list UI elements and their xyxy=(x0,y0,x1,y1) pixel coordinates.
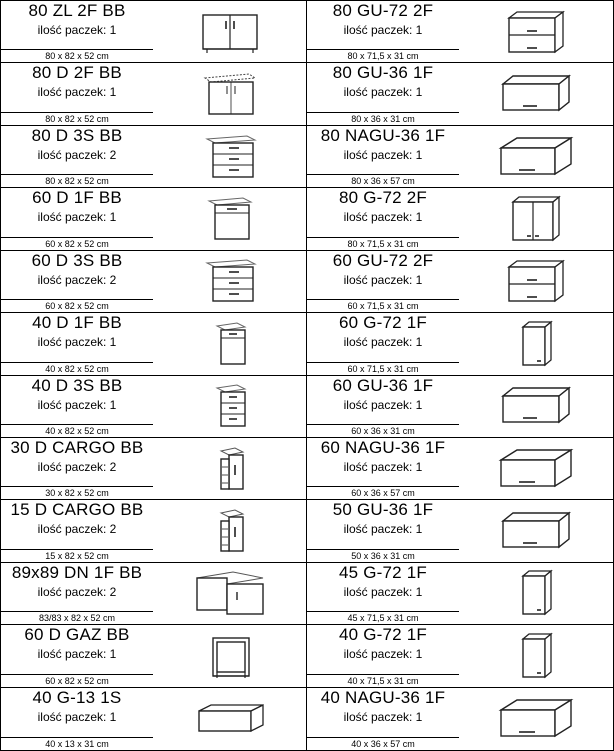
wall-cabinet-two-flaps-icon xyxy=(459,251,613,312)
package-value: 1 xyxy=(109,85,117,100)
package-value: 2 xyxy=(109,459,117,474)
product-dimensions: 50 x 36 x 31 cm xyxy=(307,549,459,562)
package-value: 1 xyxy=(415,85,423,100)
double-door-sink-cabinet-icon xyxy=(153,1,306,62)
product-dimensions: 40 x 82 x 52 cm xyxy=(1,424,153,437)
product-code: 40 D 3S BB xyxy=(31,375,123,395)
package-value: 1 xyxy=(109,709,117,724)
package-label: ilość paczek: xyxy=(37,272,107,287)
product-info xyxy=(1,251,153,299)
package-value: 1 xyxy=(415,147,423,162)
product-cell xyxy=(1,688,307,750)
product-cell xyxy=(307,500,613,562)
package-value: 2 xyxy=(109,522,117,537)
package-count xyxy=(307,585,459,600)
product-dimensions: 60 x 82 x 52 cm xyxy=(1,299,153,312)
package-value: 1 xyxy=(415,522,423,537)
package-value: 1 xyxy=(415,335,423,350)
product-cell xyxy=(307,563,613,625)
product-cell xyxy=(1,251,307,313)
wall-cabinet-two-doors-icon xyxy=(459,188,613,249)
package-label: ilość paczek: xyxy=(37,147,107,162)
package-count xyxy=(1,335,153,350)
product-info xyxy=(307,188,459,236)
product-dimensions: 80 x 36 x 57 cm xyxy=(307,174,459,187)
product-dimensions: 80 x 82 x 52 cm xyxy=(1,112,153,125)
shallow-wall-shelf-icon xyxy=(153,688,306,750)
package-value: 1 xyxy=(109,647,117,662)
wall-cabinet-two-flaps-icon xyxy=(459,1,613,62)
product-dimensions: 83/83 x 82 x 52 cm xyxy=(1,611,153,624)
drawer-cabinet-icon xyxy=(153,251,306,312)
product-info xyxy=(307,500,459,548)
package-value: 1 xyxy=(415,272,423,287)
package-value: 1 xyxy=(109,23,117,37)
package-label: ilość paczek: xyxy=(343,397,413,412)
product-cell xyxy=(1,126,307,188)
product-cell xyxy=(1,438,307,500)
package-value: 1 xyxy=(415,647,423,662)
package-count xyxy=(307,710,459,725)
wall-cabinet-flap-icon xyxy=(459,500,613,561)
product-code: 40 NAGU-36 1F xyxy=(320,687,446,707)
product-cell xyxy=(1,188,307,250)
product-cell xyxy=(307,438,613,500)
package-count xyxy=(1,148,153,163)
product-cell xyxy=(307,63,613,125)
product-code: 60 D 3S BB xyxy=(31,250,123,270)
product-info xyxy=(307,126,459,174)
product-cell xyxy=(1,563,307,625)
product-info xyxy=(307,313,459,361)
product-cell xyxy=(307,1,613,63)
product-code: 80 NAGU-36 1F xyxy=(320,125,446,145)
package-label: ilość paczek: xyxy=(37,709,107,724)
package-count xyxy=(307,522,459,537)
package-count xyxy=(307,335,459,350)
product-code: 45 G-72 1F xyxy=(339,562,427,582)
wall-cabinet-flap-icon xyxy=(459,376,613,437)
package-value: 2 xyxy=(109,584,117,599)
cargo-cabinet-icon xyxy=(153,438,306,499)
package-label: ilość paczek: xyxy=(343,522,413,537)
product-cell xyxy=(1,376,307,438)
package-label: ilość paczek: xyxy=(37,647,107,662)
product-dimensions: 80 x 82 x 52 cm xyxy=(1,49,153,62)
package-count xyxy=(1,460,153,475)
product-code: 60 G-72 1F xyxy=(339,313,427,333)
product-dimensions: 30 x 82 x 52 cm xyxy=(1,486,153,499)
product-dimensions: 60 x 82 x 52 cm xyxy=(1,674,153,687)
product-code: 80 G-72 2F xyxy=(339,188,427,208)
product-dimensions: 80 x 71,5 x 31 cm xyxy=(307,49,459,62)
package-count xyxy=(307,460,459,475)
product-info xyxy=(1,688,153,737)
package-label: ilość paczek: xyxy=(343,272,413,287)
product-info xyxy=(1,188,153,236)
product-dimensions: 60 x 71,5 x 31 cm xyxy=(307,362,459,375)
product-cell xyxy=(1,1,307,63)
product-dimensions: 80 x 82 x 52 cm xyxy=(1,174,153,187)
product-code: 60 GU-72 2F xyxy=(332,250,434,270)
product-dimensions: 40 x 82 x 52 cm xyxy=(1,362,153,375)
package-count xyxy=(307,148,459,163)
package-label: ilość paczek: xyxy=(343,709,413,724)
base-cabinet-drawer-door-icon xyxy=(153,188,306,249)
product-dimensions: 80 x 36 x 31 cm xyxy=(307,112,459,125)
package-label: ilość paczek: xyxy=(37,23,107,37)
product-info xyxy=(307,251,459,299)
product-info xyxy=(1,376,153,424)
product-info xyxy=(307,625,459,673)
product-dimensions: 40 x 36 x 57 cm xyxy=(307,737,459,750)
product-dimensions: 60 x 71,5 x 31 cm xyxy=(307,299,459,312)
package-label: ilość paczek: xyxy=(37,584,107,599)
product-info xyxy=(1,500,153,548)
package-count xyxy=(1,585,153,600)
product-info xyxy=(307,1,459,49)
package-count xyxy=(1,710,153,725)
package-value: 1 xyxy=(415,459,423,474)
product-dimensions: 60 x 36 x 57 cm xyxy=(307,486,459,499)
package-count xyxy=(307,647,459,662)
drawer-cabinet-icon xyxy=(153,126,306,187)
package-value: 1 xyxy=(415,23,423,37)
package-label: ilość paczek: xyxy=(37,522,107,537)
product-dimensions: 60 x 82 x 52 cm xyxy=(1,237,153,250)
wall-cabinet-one-door-icon xyxy=(459,563,613,624)
product-info xyxy=(1,438,153,486)
package-label: ilość paczek: xyxy=(37,210,107,225)
product-code: 60 D GAZ BB xyxy=(24,625,130,645)
package-label: ilość paczek: xyxy=(37,397,107,412)
package-label: ilość paczek: xyxy=(343,23,413,37)
product-info xyxy=(1,63,153,111)
product-info xyxy=(307,438,459,486)
product-info xyxy=(307,376,459,424)
package-label: ilość paczek: xyxy=(37,459,107,474)
oven-housing-cabinet-icon xyxy=(153,625,306,686)
product-info xyxy=(1,126,153,174)
narrow-base-cabinet-icon xyxy=(153,313,306,374)
product-dimensions: 40 x 13 x 31 cm xyxy=(1,737,153,750)
package-count xyxy=(1,85,153,100)
corner-base-cabinet-icon xyxy=(153,563,306,624)
package-label: ilość paczek: xyxy=(343,584,413,599)
package-value: 1 xyxy=(415,584,423,599)
deep-wall-cabinet-flap-icon xyxy=(459,438,613,499)
package-count xyxy=(1,273,153,288)
product-code: 40 G-13 1S xyxy=(32,687,122,707)
package-label: ilość paczek: xyxy=(343,210,413,225)
product-dimensions: 80 x 71,5 x 31 cm xyxy=(307,237,459,250)
package-value: 1 xyxy=(109,210,117,225)
package-label: ilość paczek: xyxy=(37,85,107,100)
deep-wall-cabinet-flap-icon xyxy=(459,126,613,187)
package-count xyxy=(307,210,459,225)
product-cell xyxy=(307,126,613,188)
product-code: 80 D 3S BB xyxy=(31,125,123,145)
product-info xyxy=(307,563,459,611)
product-info xyxy=(1,625,153,673)
product-cell xyxy=(307,688,613,750)
cargo-cabinet-icon xyxy=(153,500,306,561)
package-count xyxy=(1,210,153,225)
product-info xyxy=(307,63,459,111)
package-value: 1 xyxy=(109,397,117,412)
package-label: ilość paczek: xyxy=(343,335,413,350)
package-label: ilość paczek: xyxy=(343,459,413,474)
package-count xyxy=(307,85,459,100)
package-value: 1 xyxy=(415,709,423,724)
product-code: 80 GU-72 2F xyxy=(332,1,434,20)
package-label: ilość paczek: xyxy=(343,647,413,662)
narrow-drawer-cabinet-icon xyxy=(153,376,306,437)
product-dimensions: 45 x 71,5 x 31 cm xyxy=(307,611,459,624)
package-label: ilość paczek: xyxy=(343,85,413,100)
package-count xyxy=(307,273,459,288)
product-info xyxy=(1,563,153,611)
product-code: 60 D 1F BB xyxy=(32,188,122,208)
product-dimensions: 40 x 71,5 x 31 cm xyxy=(307,674,459,687)
product-cell xyxy=(1,625,307,687)
base-cabinet-two-doors-icon xyxy=(153,63,306,124)
package-value: 1 xyxy=(109,335,117,350)
product-code: 60 NAGU-36 1F xyxy=(320,437,446,457)
package-count xyxy=(307,398,459,413)
product-cell xyxy=(1,313,307,375)
product-code: 80 ZL 2F BB xyxy=(28,1,126,20)
product-info xyxy=(307,688,459,737)
product-code: 40 D 1F BB xyxy=(32,313,122,333)
product-code: 50 GU-36 1F xyxy=(332,500,434,520)
deep-wall-cabinet-flap-icon xyxy=(459,688,613,750)
product-cell xyxy=(1,63,307,125)
package-label: ilość paczek: xyxy=(37,335,107,350)
package-value: 2 xyxy=(109,272,117,287)
product-info xyxy=(1,1,153,49)
product-code: 30 D CARGO BB xyxy=(10,437,144,457)
product-cell xyxy=(307,625,613,687)
product-cell xyxy=(307,376,613,438)
wall-cabinet-flap-icon xyxy=(459,63,613,124)
package-label: ilość paczek: xyxy=(343,147,413,162)
product-code: 89x89 DN 1F BB xyxy=(11,562,143,582)
product-code: 15 D CARGO BB xyxy=(10,500,144,520)
wall-cabinet-one-door-icon xyxy=(459,313,613,374)
product-code: 80 D 2F BB xyxy=(32,63,122,83)
product-code: 60 GU-36 1F xyxy=(332,375,434,395)
product-code: 80 GU-36 1F xyxy=(332,63,434,83)
product-dimensions: 15 x 82 x 52 cm xyxy=(1,549,153,562)
wall-cabinet-one-door-icon xyxy=(459,625,613,686)
product-cell xyxy=(307,251,613,313)
package-count xyxy=(1,398,153,413)
product-info xyxy=(1,313,153,361)
package-value: 2 xyxy=(109,147,117,162)
package-value: 1 xyxy=(415,210,423,225)
package-value: 1 xyxy=(415,397,423,412)
product-dimensions: 60 x 36 x 31 cm xyxy=(307,424,459,437)
product-cell xyxy=(307,313,613,375)
package-count xyxy=(1,23,153,38)
package-count xyxy=(1,522,153,537)
package-count xyxy=(307,23,459,38)
product-cell xyxy=(1,500,307,562)
product-code: 40 G-72 1F xyxy=(339,625,427,645)
package-count xyxy=(1,647,153,662)
product-cell xyxy=(307,188,613,250)
